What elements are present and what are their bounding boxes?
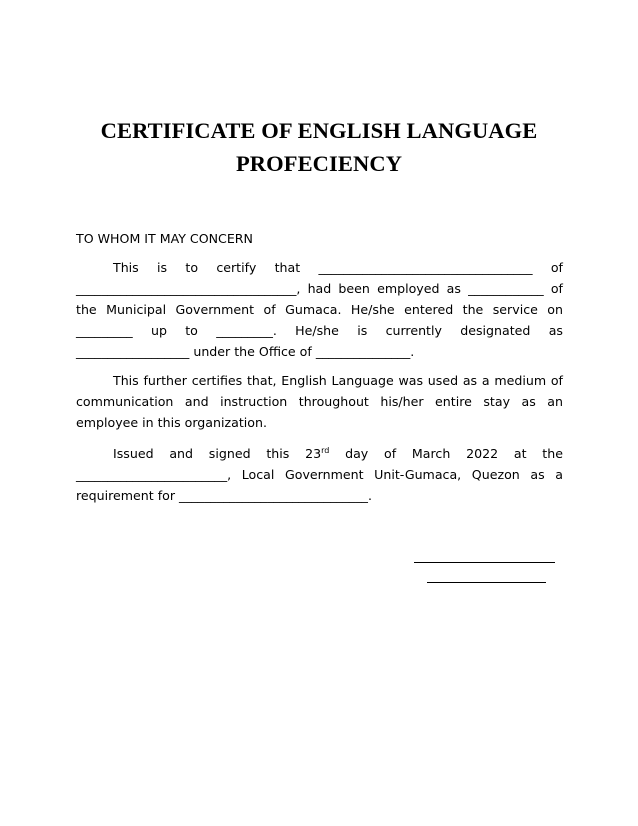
paragraph-employment [76, 257, 563, 362]
service-end-blank: _________ [216, 323, 273, 338]
ordinal-suffix: rd [321, 445, 330, 455]
p3-text-1: Issued and signed this 23 [113, 446, 322, 461]
purpose-blank: ______________________________ [179, 488, 368, 503]
office-blank: _______________ [315, 344, 411, 359]
title-line-1: CERTIFICATE OF ENGLISH LANGUAGE [100, 118, 538, 143]
p3-text-3: , Local Government Unit-Gumaca, Quezon as a requirement for [76, 467, 563, 503]
p1-text-1: This is to certify that [113, 260, 319, 275]
p1-text-5: up to [132, 323, 217, 338]
p2-text: This further certifies that, English Language was used as a medium of communication and instruction throughout his/her entire stay as an employee in this organization. [76, 373, 563, 430]
employee-address-blank: ___________________________________ [76, 281, 297, 296]
place-blank: ________________________ [76, 467, 228, 482]
title-line-2: PROFECIENCY [235, 151, 403, 176]
p1-text-8: . [410, 344, 415, 359]
p1-text-2: of [532, 260, 563, 275]
p1-text-4: of the Municipal Government of Gumaca. He/she entered the service on [76, 281, 563, 317]
p1-text-6: . He/she is currently designated as [272, 323, 563, 338]
salutation: TO WHOM IT MAY CONCERN [76, 231, 253, 246]
p1-text-3: , had been employed as [296, 281, 469, 296]
paragraph-language-use [76, 370, 563, 433]
signatory-title-line [427, 582, 546, 583]
certificate-title [70, 114, 568, 180]
p1-text-7: under the Office of [189, 344, 316, 359]
p3-text-2: day of March 2022 at the [329, 446, 563, 461]
p3-text-4: . [367, 488, 372, 503]
signatory-name-line [414, 562, 555, 563]
position-blank: ____________ [468, 281, 544, 296]
paragraph-issuance [76, 443, 563, 506]
designation-blank: __________________ [76, 344, 190, 359]
service-start-blank: _________ [76, 323, 133, 338]
employee-name-blank: __________________________________ [318, 260, 533, 275]
